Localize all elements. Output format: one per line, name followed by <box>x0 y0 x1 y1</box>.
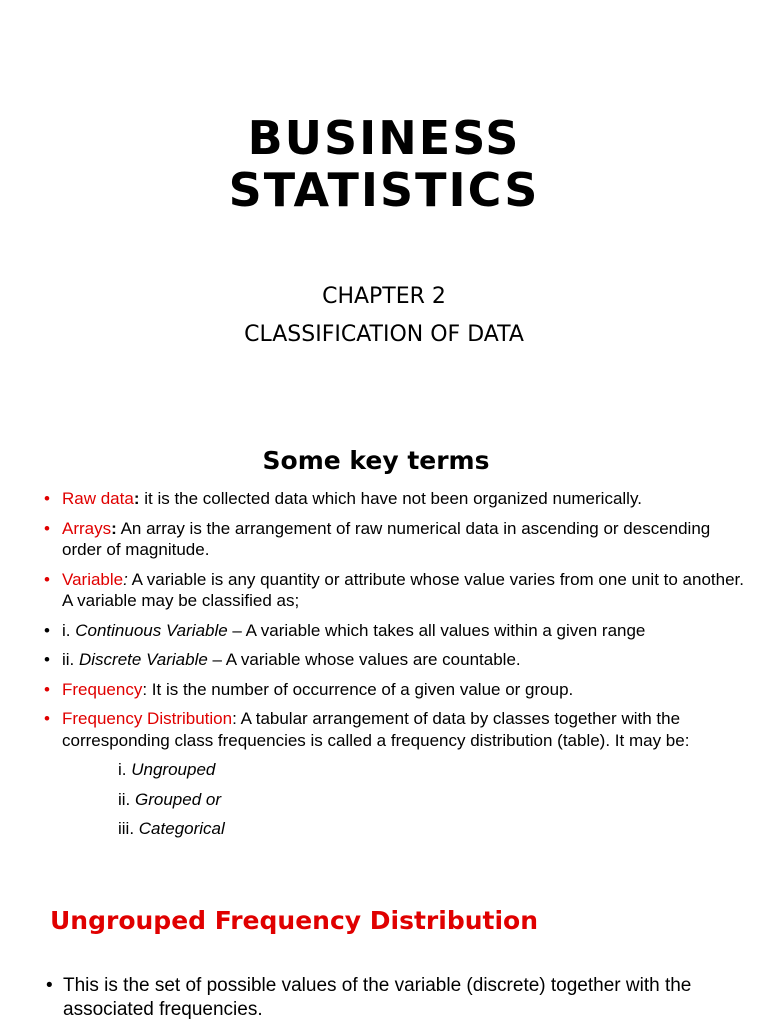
term-definition: It is the number of occurrence of a given value or group. <box>147 679 574 699</box>
term-definition: An array is the arrangement of raw numerical data in ascending or descending order of magnitude. <box>62 518 711 559</box>
term-item-arrays <box>44 518 744 561</box>
item-prefix: ii. <box>62 650 79 669</box>
term-colon: : <box>133 489 140 508</box>
term-item-raw-data <box>44 488 744 510</box>
bullet-icon: • <box>46 975 53 996</box>
term-item-frequency-distribution <box>44 708 744 840</box>
bullet-icon: • <box>44 620 50 640</box>
item-prefix: ii. <box>118 789 135 809</box>
term-definition: A variable is any quantity or attribute whose value varies from one unit to another. A variable may be classified as; <box>62 569 744 610</box>
term-colon: : <box>111 518 117 538</box>
ungrouped-description <box>46 974 723 1022</box>
term-item-variable <box>44 569 744 612</box>
title-line-1: BUSINESS <box>247 111 521 165</box>
term-label: Frequency <box>62 679 143 699</box>
list-item <box>118 789 744 811</box>
ungrouped-text: This is the set of possible values of the variable (discrete) together with the associated frequencies. <box>63 975 692 1020</box>
term-definition: – A variable whose values are countable. <box>207 650 521 669</box>
term-colon: : <box>232 709 237 728</box>
chapter-topic: CLASSIFICATION OF DATA <box>244 322 524 347</box>
bullet-icon: • <box>44 518 50 538</box>
chapter-subtitle <box>0 278 768 354</box>
document-title <box>0 112 768 216</box>
term-colon: : <box>142 679 148 699</box>
title-line-2: STATISTICS <box>228 163 540 217</box>
bullet-icon: • <box>44 679 50 699</box>
term-label: Arrays <box>62 518 112 538</box>
list-item <box>118 818 744 840</box>
item-italic-term: Grouped or <box>135 789 221 809</box>
bullet-icon: • <box>44 709 50 728</box>
distribution-types-list <box>62 759 744 840</box>
bullet-icon: • <box>44 569 50 589</box>
ungrouped-heading: Ungrouped Frequency Distribution <box>50 906 539 935</box>
chapter-label: CHAPTER 2 <box>322 284 446 309</box>
item-prefix: iii. <box>118 819 139 838</box>
term-label: Variable <box>62 569 124 589</box>
term-definition: it is the collected data which have not been organized numerically. <box>139 489 642 508</box>
term-label: Frequency Distribution <box>62 709 233 728</box>
term-label: Raw data <box>62 489 134 508</box>
item-italic-term: Categorical <box>138 819 225 838</box>
term-colon: : <box>123 569 128 589</box>
item-italic-term: Ungrouped <box>131 760 216 779</box>
term-definition: A tabular arrangement of data by classes together with the corresponding class frequencies is called a frequency distribution (table). It may be: <box>62 709 690 750</box>
item-italic-term: Discrete Variable <box>79 650 208 669</box>
key-terms-heading: Some key terms <box>262 446 490 475</box>
term-item-frequency <box>44 679 744 701</box>
bullet-icon: • <box>44 650 50 669</box>
term-item-discrete-variable <box>44 649 744 671</box>
item-prefix: i. <box>118 760 132 779</box>
item-prefix: i. <box>62 620 76 640</box>
list-item <box>118 759 744 781</box>
key-terms-list <box>44 488 744 848</box>
bullet-icon: • <box>44 489 50 508</box>
term-item-continuous-variable <box>44 620 744 642</box>
term-definition: – A variable which takes all values within a given range <box>227 620 646 640</box>
item-italic-term: Continuous Variable <box>75 620 228 640</box>
